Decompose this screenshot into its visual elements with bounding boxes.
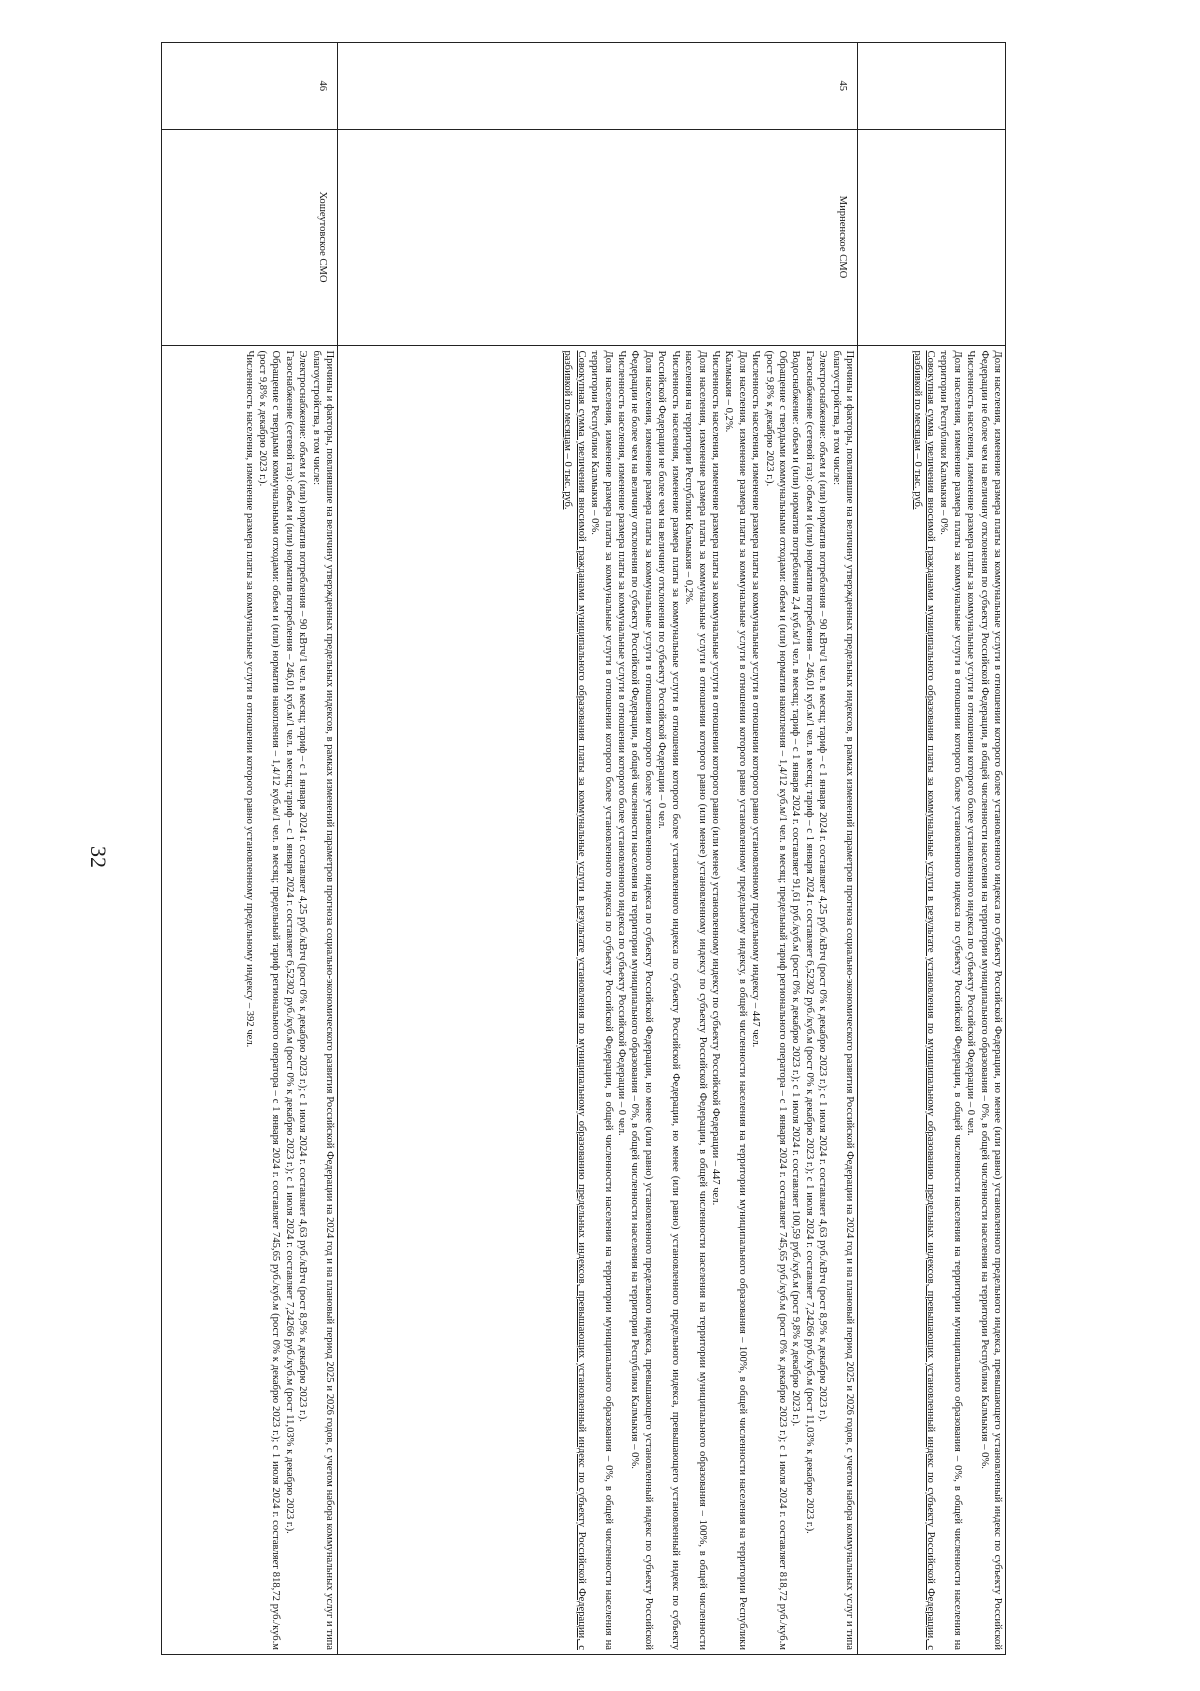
description-paragraph: Причины и факторы, повлиявшие на величину утвержденных предельных индексов, в рамках изменений параметров прогноза социально-экономического развития Российской Федерации на 2024 год и на плановый период 2025 и 2026 годов, с учетом набора коммунальных услуг и типа благоустройства, в том числе: — [310, 350, 335, 1650]
description-paragraph: Численность населения, изменение размера платы за коммунальные услуги в отношении которого более установленного индекса по субъекту Российской Федерации, но менее (или равно) установленного предельного индекса, превышающего установленный индекс по субъекту Российской Федерации не более чем на величину отклонения по субъекту Российской Федерации – 0 чел. — [656, 350, 681, 1650]
description-paragraph: Электроснабжение: объем и (или) норматив потребления – 90 кВтч/1 чел. в месяц; тариф – с 1 января 2024 г. составляет 4,25 руб./кВтч (рост 0% к декабрю 2023 г.); с 1 июля 2024 г. составляет 4,63 руб./кВтч (рост 8,9% к декабрю 2023 г.). — [297, 350, 309, 1422]
rotated-table-wrapper — [162, 42, 1006, 1654]
description-paragraph: Численность населения, изменение размера платы за коммунальные услуги в отношении которого равно установленному предельному индексу – 392 чел. — [243, 350, 255, 1048]
municipality-name: Хошеутовское СМО — [162, 129, 337, 345]
row-inner-grid — [858, 43, 1005, 1655]
description-paragraph: Обращение с твердыми коммунальными отходами: объем и (или) норматив накопления – 1,4/12 куб.м/1 чел. в месяц; предельный тариф регионального оператора – с 1 января 2024 г. составляет 745,65 руб./куб.м (рост 0% к декабрю 2023 г.); с 1 июля 2024 г. составляет 818,72 руб./куб.м (рост 9,8% к декабрю 2023 г.). — [763, 350, 788, 1650]
description-paragraph: Доля населения, изменение размера платы за коммунальные услуги в отношении которого более установленного индекса по субъекту Российской Федерации, но менее (или равно) установленного предельного индекса, превышающего установленный индекс по субъекту Российской Федерации не более чем на величину отклонения по субъекту Российской Федерации, в общей численности населения на территории муниципального образования – 0%, в общей численности населения на территории Республики Калмыкия – 0%. — [978, 350, 1003, 1650]
description-paragraph: Совокупная сумма увеличения вносимой гражданами муниципального образования платы за коммунальные услуги в результате установления по муниципальному образованию предельных индексов, превышающих установленный индекс по субъекту Российской Федерации, с разбивкой по месяцам – 0 тыс. руб. — [562, 350, 587, 1650]
table-row — [858, 43, 1006, 1655]
description-paragraph: Доля населения, изменение размера платы за коммунальные услуги в отношении которого более установленного индекса по субъекту Российской Федерации, но менее (или равно) установленного предельного индекса, превышающего установленный индекс по субъекту Российской Федерации не более чем на величину отклонения по субъекту Российской Федерации, в общей численности населения на территории муниципального образования – 0%, в общей численности населения на территории Республики Калмыкия – 0%. — [629, 350, 654, 1650]
description-cell — [338, 345, 857, 1655]
tariff-index-table — [161, 42, 1006, 1655]
description-paragraph: Газоснабжение (сетевой газ): объем и (или) норматив потребления – 246,01 куб.м/1 чел. в месяц; тариф – с 1 января 2024 г. составляет 6,52302 руб./куб.м (рост 0% к декабрю 2023 г.); с 1 июля 2024 г. составляет 7,24266 руб./куб.м (рост 11,03% к декабрю 2023 г.). — [803, 350, 815, 1534]
table-row — [162, 43, 338, 1655]
description-paragraph: Обращение с твердыми коммунальными отходами: объем и (или) норматив накопления – 1,4/12 куб.м/1 чел. в месяц; предельный тариф регионального оператора – с 1 января 2024 г. составляет 745,65 руб./куб.м (рост 0% к декабрю 2023 г.); с 1 июля 2024 г. составляет 818,72 руб./куб.м (рост 9,8% к декабрю 2023 г.). — [256, 350, 282, 1650]
description-paragraph: Доля населения, изменение размера платы за коммунальные услуги в отношении которого равно (или менее) установленному индексу по субъекту Российской Федерации, в общей численности населения на территории муниципального образования – 100%, в общей численности населения на территории Республики Калмыкия – 0,2%. — [683, 350, 708, 1650]
description-paragraph: Водоснабжение: объем и (или) норматив потребления 2,4 куб.м/1 чел. в месяц; тариф – с 1 января 2024 г. составляет 91,61 руб./куб.м (рост 0% к декабрю 2023 г.); с 1 июля 2024 г. составляет 100,59 руб./куб.м (рост 9,8% к декабрю 2023 г.). — [790, 350, 802, 1427]
description-paragraph: Совокупная сумма увеличения вносимой гражданами муниципального образования платы за коммунальные услуги в результате установления по муниципальному образованию предельных индексов, превышающих установленный индекс по субъекту Российской Федерации, с разбивкой по месяцам – 0 тыс. руб. — [911, 350, 936, 1650]
row-number: 45 — [338, 43, 857, 129]
description-paragraph: Причины и факторы, повлиявшие на величину утвержденных предельных индексов, в рамках изменений параметров прогноза социально-экономического развития Российской Федерации на 2024 год и на плановый период 2025 и 2026 годов, с учетом набора коммунальных услуг и типа благоустройства, в том числе: — [830, 350, 855, 1650]
row-number — [858, 43, 1005, 129]
row-inner-grid — [338, 43, 857, 1655]
description-paragraph: Численность населения, изменение размера платы за коммунальные услуги в отношении которого равно (или менее) установленному индексу по субъекту Российской Федерации – 447 чел. — [709, 350, 721, 1206]
municipality-name — [858, 129, 1005, 345]
table-row — [338, 43, 858, 1655]
description-paragraph: Численность населения, изменение размера платы за коммунальные услуги в отношении которого равно установленному предельному индексу – 447 чел. — [750, 350, 762, 1048]
description-paragraph: Численность населения, изменение размера платы за коммунальные услуги в отношении которого более установленного индекса по субъекту Российской Федерации – 0 чел. — [616, 350, 628, 1136]
description-paragraph: Доля населения, изменение размера платы за коммунальные услуги в отношении которого более установленного индекса по субъекту Российской Федерации, в общей численности населения на территории муниципального образования – 0%, в общей численности населения на территории Республики Калмыкия – 0%. — [589, 350, 614, 1650]
description-paragraph: Численность населения, изменение размера платы за коммунальные услуги в отношении которого более установленного индекса по субъекту Российской Федерации – 0 чел. — [965, 350, 977, 1136]
description-cell — [858, 345, 1005, 1655]
description-paragraph: Доля населения, изменение размера платы за коммунальные услуги в отношении которого более установленного индекса по субъекту Российской Федерации, в общей численности населения на территории муниципального образования – 0%, в общей численности населения на территории Республики Калмыкия – 0%. — [938, 350, 963, 1650]
row-number: 46 — [162, 43, 337, 129]
row-inner-grid — [162, 43, 337, 1655]
page-number: 32 — [86, 846, 111, 868]
description-paragraph: Доля населения, изменение размера платы за коммунальные услуги в отношении которого равно установленному предельному индексу, в общей численности населения на территории муниципального образования – 100%, в общей численности населения на территории Республики Калмыкия – 0,2%. — [723, 350, 748, 1650]
municipality-name: Мирненское СМО — [338, 129, 857, 345]
description-paragraph: Электроснабжение: объем и (или) норматив потребления – 90 кВтч/1 чел. в месяц; тариф – с 1 января 2024 г. составляет 4,25 руб./кВтч (рост 0% к декабрю 2023 г.); с 1 июля 2024 г. составляет 4,63 руб./кВтч (рост 8,9% к декабрю 2023 г.). — [817, 350, 829, 1422]
description-paragraph: Газоснабжение (сетевой газ): объем и (или) норматив потребления – 246,01 куб.м/1 чел. в месяц; тариф – с 1 января 2024 г. составляет 6,52302 руб./куб.м (рост 0% к декабрю 2023 г.); с 1 июля 2024 г. составляет 7,24266 руб./куб.м (рост 11,03% к декабрю 2023 г.). — [283, 350, 295, 1534]
description-cell — [162, 345, 337, 1655]
